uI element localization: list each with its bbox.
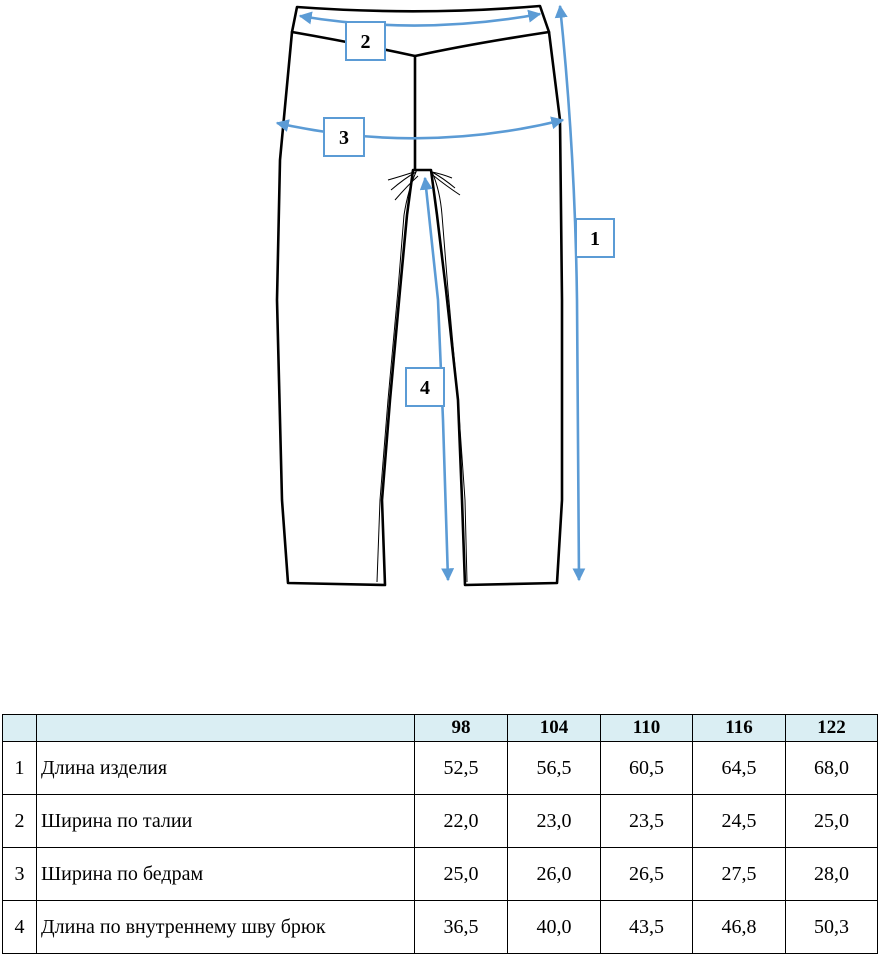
callout-2 (346, 22, 385, 60)
size-header: 122 (786, 715, 878, 742)
row-number: 3 (3, 848, 37, 901)
svg-text:2: 2 (360, 31, 371, 53)
pants-outline (277, 6, 562, 585)
measurement-value: 26,5 (601, 848, 693, 901)
measurement-label: Ширина по талии (37, 795, 415, 848)
table-row (3, 848, 878, 901)
callout-3 (324, 118, 364, 156)
measurement-value: 40,0 (508, 901, 601, 954)
header-label-cell (37, 715, 415, 742)
measurement-value: 50,3 (786, 901, 878, 954)
row-number: 1 (3, 742, 37, 795)
measurement-value: 36,5 (415, 901, 508, 954)
measurement-value: 23,5 (601, 795, 693, 848)
measurement-value: 56,5 (508, 742, 601, 795)
measurement-value: 68,0 (786, 742, 878, 795)
table-row (3, 901, 878, 954)
measurement-value: 24,5 (693, 795, 786, 848)
size-header: 98 (415, 715, 508, 742)
table-row (3, 742, 878, 795)
measurement-value: 23,0 (508, 795, 601, 848)
svg-text:1: 1 (590, 228, 600, 250)
measurement-value: 28,0 (786, 848, 878, 901)
size-header: 104 (508, 715, 601, 742)
size-header-row (3, 715, 878, 742)
callout-4 (406, 368, 444, 406)
table-row (3, 795, 878, 848)
svg-text:3: 3 (339, 127, 349, 149)
measurement-value: 25,0 (786, 795, 878, 848)
measurement-value: 25,0 (415, 848, 508, 901)
measurement-value: 26,0 (508, 848, 601, 901)
measurement-label: Ширина по бедрам (37, 848, 415, 901)
hip-width-arrow (277, 120, 563, 138)
waist-width-arrow (300, 14, 540, 26)
size-chart-table (2, 714, 878, 954)
header-corner-cell (3, 715, 37, 742)
measurement-label: Длина по внутреннему шву брюк (37, 901, 415, 954)
row-number: 2 (3, 795, 37, 848)
measurement-value: 64,5 (693, 742, 786, 795)
size-header: 116 (693, 715, 786, 742)
measurement-value: 27,5 (693, 848, 786, 901)
measurement-label: Длина изделия (37, 742, 415, 795)
svg-text:4: 4 (420, 377, 430, 399)
callout-1 (576, 219, 614, 257)
size-header: 110 (601, 715, 693, 742)
measurement-value: 22,0 (415, 795, 508, 848)
measurement-value: 46,8 (693, 901, 786, 954)
measurement-value: 52,5 (415, 742, 508, 795)
measurement-value: 43,5 (601, 901, 693, 954)
measurement-value: 60,5 (601, 742, 693, 795)
row-number: 4 (3, 901, 37, 954)
